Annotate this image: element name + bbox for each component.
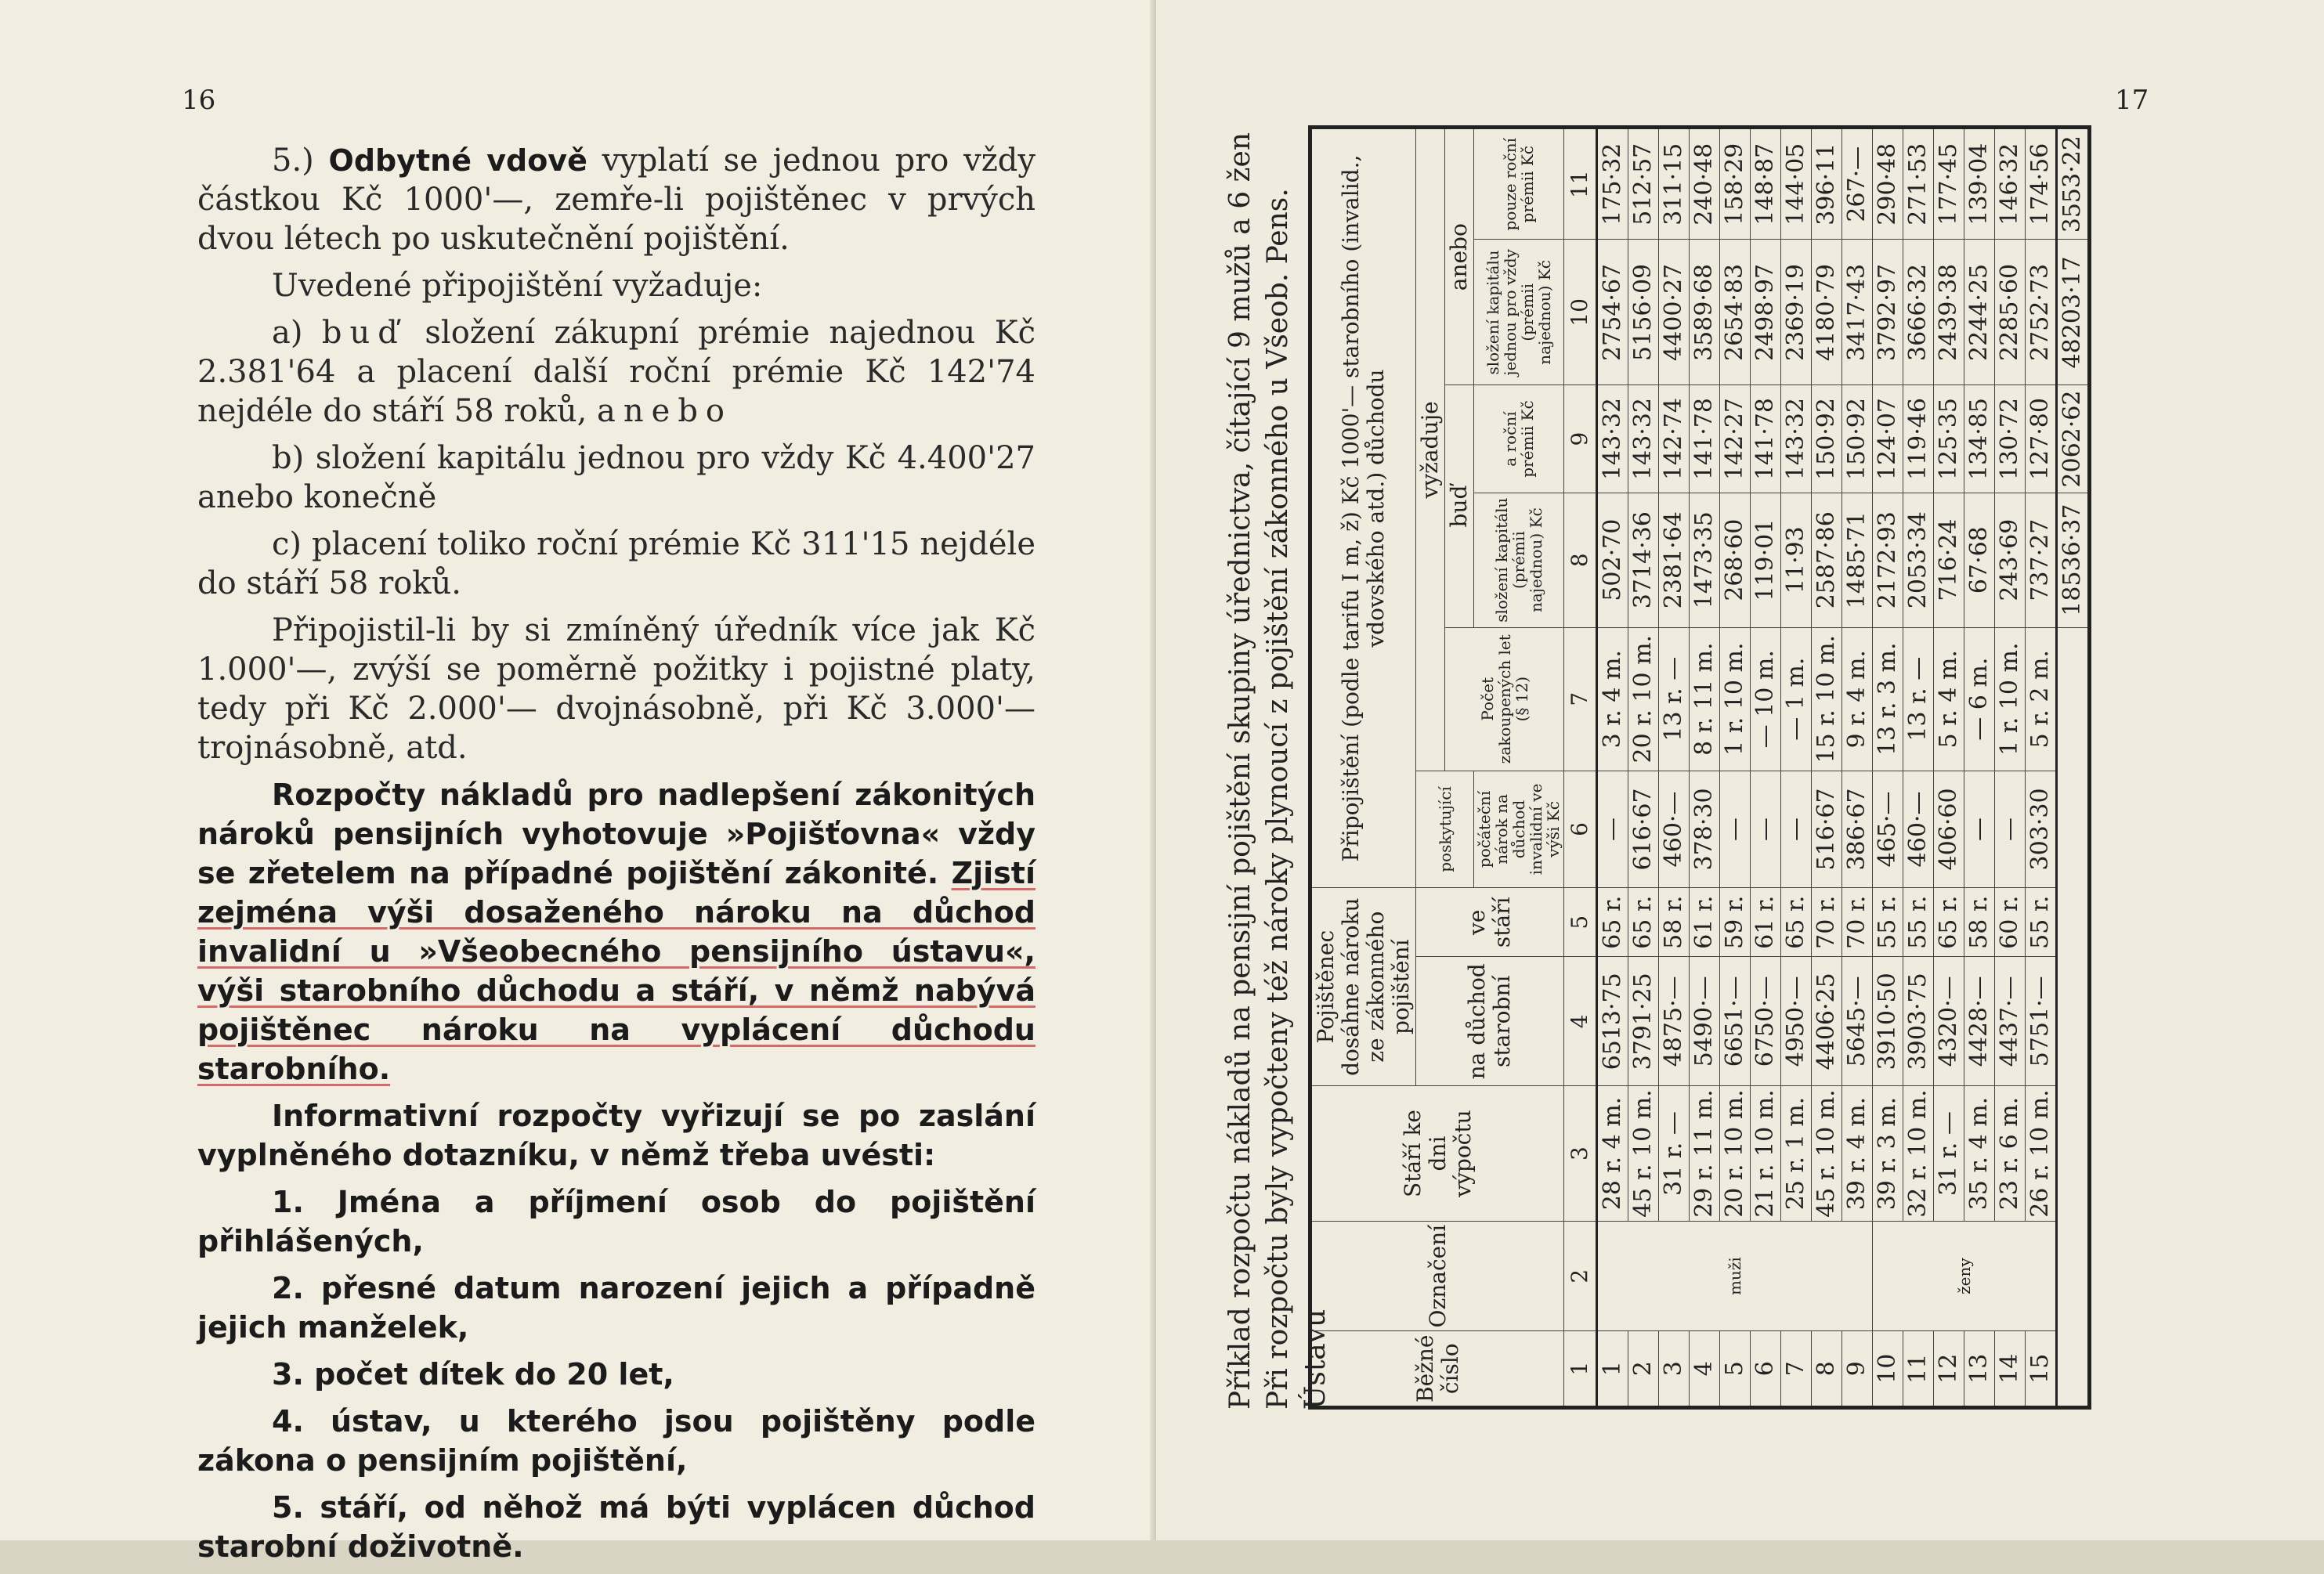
table-cell: 5 r. 4 m.: [1934, 627, 1964, 771]
table-cell: 25 r. 1 m.: [1781, 1086, 1812, 1222]
table-cell: 45 r. 10 m.: [1628, 1086, 1659, 1222]
paragraph-p8: [197, 1096, 1035, 1175]
table-cell: 1473·35: [1690, 493, 1720, 627]
header-years-bought: Počet zakoupených let (§ 12): [1445, 627, 1564, 771]
column-number-1: 1: [1564, 1331, 1597, 1408]
table-cell: 4875·—: [1659, 957, 1690, 1086]
table-cell: 4437·—: [1995, 957, 2026, 1086]
table-cell: 31 r. —: [1934, 1086, 1964, 1222]
table-cell: 143·32: [1781, 385, 1812, 493]
table-cell: 58 r.: [1964, 888, 1995, 957]
rotated-table-block: [1222, 125, 2185, 1410]
table-cell: 144·05: [1781, 128, 1812, 240]
table-cell: 13 r. —: [1903, 627, 1934, 771]
table-cell: 8: [1812, 1331, 1842, 1408]
table-cell: 20 r. 10 m.: [1720, 1086, 1751, 1222]
column-number-7: 7: [1564, 627, 1597, 771]
column-number-8: 8: [1564, 493, 1597, 627]
table-cell: 6750·—: [1751, 957, 1781, 1086]
table-row: [1659, 128, 1690, 1408]
table-cell: 716·24: [1934, 493, 1964, 627]
table-cell: 406·60: [1934, 771, 1964, 887]
table-cell: 1 r. 10 m.: [1720, 627, 1751, 771]
total-cell: 18536·37: [2057, 493, 2090, 627]
table-cell: 55 r.: [1873, 888, 1903, 957]
left-page-text: [197, 141, 1035, 1574]
table-cell: 134·85: [1964, 385, 1995, 493]
table-cell: 386·67: [1842, 771, 1873, 887]
table-row: [1995, 128, 2026, 1408]
table-cell: 5: [1720, 1331, 1751, 1408]
table-cell: 26 r. 10 m.: [2026, 1086, 2057, 1222]
table-cell: 396·11: [1812, 128, 1842, 240]
header-invalid-claim: počáteční nárok na důchod invalidní ve výši Kč: [1474, 771, 1564, 887]
text-run: 2. přesné datum narození jejich a případně jejich manželek,: [197, 1271, 1035, 1345]
table-cell: 65 r.: [1597, 888, 1628, 957]
text-run: Uvedené připojištění vyžaduje:: [272, 268, 763, 304]
table-cell: 3: [1659, 1331, 1690, 1408]
table-cell: 3791·25: [1628, 957, 1659, 1086]
paragraph-p5: [197, 525, 1035, 603]
table-cell: 13 r. 3 m.: [1873, 627, 1903, 771]
text-run: Rozpočty nákladů pro nadlepšení zákonitých nároků pensijních vyhotovuje »Pojišťovna« vždy se zřetelem na případné pojištění zákonité.: [197, 778, 1035, 890]
table-cell: 141·78: [1690, 385, 1720, 493]
table-row: [1964, 128, 1995, 1408]
table-cell: 737·27: [2026, 493, 2057, 627]
table-cell: 9 r. 4 m.: [1842, 627, 1873, 771]
empty-cell: [2057, 1221, 2090, 1331]
table-cell: 59 r.: [1720, 888, 1751, 957]
header-annual-premium: a roční prémii Kč: [1474, 385, 1564, 493]
table-cell: 158·29: [1720, 128, 1751, 240]
table-cell: 32 r. 10 m.: [1903, 1086, 1934, 1222]
table-cell: 65 r.: [1934, 888, 1964, 957]
column-number-4: 4: [1564, 957, 1597, 1086]
table-cell: 2172·93: [1873, 493, 1903, 627]
table-cell: 303·30: [2026, 771, 2057, 887]
table-cell: 7: [1781, 1331, 1812, 1408]
table-cell: 65 r.: [1781, 888, 1812, 957]
paragraph-p12: [197, 1402, 1035, 1480]
table-cell: 2754·67: [1597, 240, 1628, 385]
table-row: [1751, 128, 1781, 1408]
table-cell: 6: [1751, 1331, 1781, 1408]
table-cell: 1: [1597, 1331, 1628, 1408]
paragraph-p9: [197, 1182, 1035, 1261]
text-run: Odbytné vdově: [328, 143, 587, 178]
table-cell: 29 r. 11 m.: [1690, 1086, 1720, 1222]
table-cell: 61 r.: [1751, 888, 1781, 957]
table-cell: 267·—: [1842, 128, 1873, 240]
table-cell: 2587·86: [1812, 493, 1842, 627]
text-run: 4. ústav, u kterého jsou pojištěny podle zákona o pensijním pojištění,: [197, 1404, 1035, 1478]
table-cell: 3903·75: [1903, 957, 1934, 1086]
table-cell: 11: [1903, 1331, 1934, 1408]
header-or: anebo: [1445, 128, 1474, 385]
table-cell: 2752·73: [2026, 240, 2057, 385]
table-cell: 60 r.: [1995, 888, 2026, 957]
table-cell: 177·45: [1934, 128, 1964, 240]
table-row: [1934, 128, 1964, 1408]
table-cell: 2: [1628, 1331, 1659, 1408]
table-cell: 240·48: [1690, 128, 1720, 240]
text-run: Zjistí zejména výši dosaženého nároku na důchod invalidní u »Všeobecného pensijního ústavu«, výši starobního důchodu a stáří, v němž nabývá pojištěnec nároku na vyplácení důchodu starobního.: [197, 856, 1035, 1086]
column-number-6: 6: [1564, 771, 1597, 887]
table-cell: 378·30: [1690, 771, 1720, 887]
header-either: buď: [1445, 385, 1474, 627]
table-cell: 3417·43: [1842, 240, 1873, 385]
table-cell: 142·74: [1659, 385, 1690, 493]
paragraph-p7: [197, 775, 1035, 1088]
table-cell: 143·32: [1628, 385, 1659, 493]
table-cell: 3666·32: [1903, 240, 1934, 385]
table-cell: 268·60: [1720, 493, 1751, 627]
text-run: c) placení toliko roční prémie Kč 311'15 nejdéle do stáří 58 roků.: [197, 526, 1035, 601]
table-cell: — 1 m.: [1781, 627, 1812, 771]
table-cell: 28 r. 4 m.: [1597, 1086, 1628, 1222]
table-cell: 15: [2026, 1331, 2057, 1408]
column-number-11: 11: [1564, 128, 1597, 240]
group-women: ženy: [1873, 1221, 2057, 1331]
text-run: 3. počet dítek do 20 let,: [272, 1357, 674, 1392]
table-row: [1720, 128, 1751, 1408]
caption-line-1: Příklad rozpočtu nákladů na pensijní pojištění skupiny úřednictva, čítající 9 mužů a 6 žen: [1224, 132, 1256, 1410]
table-cell: —: [1597, 771, 1628, 887]
table-cell: 141·78: [1751, 385, 1781, 493]
table-cell: 23 r. 6 m.: [1995, 1086, 2026, 1222]
table-cell: 174·56: [2026, 128, 2057, 240]
header-statutory-group: Pojištěnec dosáhne nároku ze zákonného pojištění: [1310, 888, 1416, 1086]
text-run: vyplatí se jednou pro vždy částkou Kč 1000'—, zemře-li pojištěnec v prvých dvou létech po uskutečnění pojištění.: [197, 143, 1035, 257]
table-cell: 65 r.: [1628, 888, 1659, 957]
table-cell: 15 r. 10 m.: [1812, 627, 1842, 771]
table-cell: 2053·34: [1903, 493, 1934, 627]
table-cell: 271·53: [1903, 128, 1934, 240]
table-row: [2026, 128, 2057, 1408]
text-run: složení zákupní prémie najednou Kč 2.381'64 a placení další roční prémie Kč 142'74 nejdéle do stáří 58 roků,: [197, 315, 1035, 429]
table-cell: 2439·38: [1934, 240, 1964, 385]
table-cell: 175·32: [1597, 128, 1628, 240]
text-run: Připojistil-li by si zmíněný úředník více jak Kč 1.000'—, zvýší se poměrně požitky i pojistné platy, tedy při Kč 2.000'— dvojnásobně, při Kč 3.000'— trojnásobně, atd.: [197, 612, 1035, 766]
table-cell: 13 r. —: [1659, 627, 1690, 771]
text-run: 1. Jména a příjmení osob do pojištění přihlášených,: [197, 1185, 1035, 1258]
header-designation: Označení: [1310, 1221, 1564, 1331]
text-run: 5. stáří, od něhož má býti vyplácen důchod starobní doživotně.: [197, 1490, 1035, 1564]
table-cell: 243·69: [1995, 493, 2026, 627]
text-run: 5.): [272, 143, 329, 179]
table-cell: 70 r.: [1842, 888, 1873, 957]
table-cell: 10: [1873, 1331, 1903, 1408]
table-cell: 4: [1690, 1331, 1720, 1408]
table-cell: 20 r. 10 m.: [1628, 627, 1659, 771]
table-row: [1873, 128, 1903, 1408]
table-cell: 2498·97: [1751, 240, 1781, 385]
table-row: [1903, 128, 1934, 1408]
paragraph-p2: [197, 266, 1035, 305]
totals-row: [2057, 128, 2090, 1408]
table-cell: 31 r. —: [1659, 1086, 1690, 1222]
paragraph-p10: [197, 1269, 1035, 1347]
table-cell: 130·72: [1995, 385, 2026, 493]
empty-cell: [2057, 888, 2090, 957]
table-cell: 2654·83: [1720, 240, 1751, 385]
group-men: muži: [1597, 1221, 1873, 1331]
column-number-3: 3: [1564, 1086, 1597, 1222]
cost-table: [1308, 125, 2091, 1410]
table-cell: 3589·68: [1690, 240, 1720, 385]
table-cell: 143·32: [1597, 385, 1628, 493]
table-cell: 150·92: [1842, 385, 1873, 493]
table-cell: 150·92: [1812, 385, 1842, 493]
table-cell: 39 r. 4 m.: [1842, 1086, 1873, 1222]
table-row: [1597, 128, 1628, 1408]
table-cell: 2381·64: [1659, 493, 1690, 627]
table-row: [1781, 128, 1812, 1408]
table-cell: 2244·25: [1964, 240, 1995, 385]
table-row: [1842, 128, 1873, 1408]
table-cell: 35 r. 4 m.: [1964, 1086, 1995, 1222]
column-number-10: 10: [1564, 240, 1597, 385]
table-cell: 5 r. 2 m.: [2026, 627, 2057, 771]
paragraph-p4: [197, 439, 1035, 517]
paragraph-p13: [197, 1488, 1035, 1566]
table-cell: —: [1964, 771, 1995, 887]
left-page: [0, 0, 1156, 1564]
table-cell: 21 r. 10 m.: [1751, 1086, 1781, 1222]
caption-line-2: Při rozpočtu byly vypočteny též nároky plynoucí z pojištění zákonného u Všeob. Pens. Ústavu: [1262, 188, 1332, 1410]
table-cell: 5156·09: [1628, 240, 1659, 385]
table-cell: 2285·60: [1995, 240, 2026, 385]
table-cell: 11·93: [1781, 493, 1812, 627]
table-cell: 512·57: [1628, 128, 1659, 240]
table-cell: 119·46: [1903, 385, 1934, 493]
table-cell: 5490·—: [1690, 957, 1720, 1086]
table-cell: 119·01: [1751, 493, 1781, 627]
table-cell: 3792·97: [1873, 240, 1903, 385]
total-cell: 3553·22: [2057, 128, 2090, 240]
table-cell: 58 r.: [1659, 888, 1690, 957]
text-run: b) složení kapitálu jednou pro vždy Kč 4.400'27 anebo konečně: [197, 440, 1035, 515]
header-serial-number: Běžné číslo: [1310, 1331, 1564, 1408]
table-cell: 6651·—: [1720, 957, 1751, 1086]
column-number-5: 5: [1564, 888, 1597, 957]
table-cell: 70 r.: [1812, 888, 1842, 957]
page-number-left: 16: [182, 85, 216, 116]
column-number-row: [1564, 128, 1597, 1408]
table-body: [1597, 128, 2090, 1408]
table-cell: 146·32: [1995, 128, 2026, 240]
table-cell: 55 r.: [2026, 888, 2057, 957]
text-run: anebo: [597, 393, 732, 429]
empty-cell: [2057, 627, 2090, 771]
table-cell: 465·—: [1873, 771, 1903, 887]
table-cell: —: [1781, 771, 1812, 887]
header-annual-only: pouze roční prémii Kč: [1474, 128, 1564, 240]
table-cell: —: [1720, 771, 1751, 887]
table-cell: 4406·25: [1812, 957, 1842, 1086]
table-cell: 5645·—: [1842, 957, 1873, 1086]
table-cell: 67·68: [1964, 493, 1995, 627]
header-requires: vyžaduje: [1416, 128, 1445, 771]
table-cell: 148·87: [1751, 128, 1781, 240]
table-cell: 12: [1934, 1331, 1964, 1408]
table-cell: — 6 m.: [1964, 627, 1995, 771]
table-cell: 124·07: [1873, 385, 1903, 493]
table-cell: 1485·71: [1842, 493, 1873, 627]
table-cell: 4428·—: [1964, 957, 1995, 1086]
paragraph-p1: [197, 141, 1035, 258]
table-cell: 8 r. 11 m.: [1690, 627, 1720, 771]
table-row: [1812, 128, 1842, 1408]
table-cell: 460·—: [1903, 771, 1934, 887]
table-cell: 61 r.: [1690, 888, 1720, 957]
total-cell: 2062·62: [2057, 385, 2090, 493]
text-run: buď: [321, 315, 406, 351]
table-cell: 311·15: [1659, 128, 1690, 240]
table-cell: 139·04: [1964, 128, 1995, 240]
header-capital-single: složení kapitálu (prémii najednou) Kč: [1474, 493, 1564, 627]
table-row: [1690, 128, 1720, 1408]
table-cell: 14: [1995, 1331, 2026, 1408]
table-cell: 142·27: [1720, 385, 1751, 493]
table-cell: — 10 m.: [1751, 627, 1781, 771]
paragraph-p6: [197, 611, 1035, 767]
column-number-9: 9: [1564, 385, 1597, 493]
table-cell: 9: [1842, 1331, 1873, 1408]
text-run: a): [272, 315, 322, 351]
table-cell: 4320·—: [1934, 957, 1964, 1086]
header-providing: poskytující: [1416, 771, 1474, 887]
table-cell: 460·—: [1659, 771, 1690, 887]
table-cell: —: [1751, 771, 1781, 887]
empty-cell: [2057, 1331, 2090, 1408]
page-number-right: 17: [2115, 85, 2149, 116]
table-row: [1628, 128, 1659, 1408]
table-cell: 616·67: [1628, 771, 1659, 887]
table-cell: 502·70: [1597, 493, 1628, 627]
paragraph-p11: [197, 1355, 1035, 1394]
table-cell: 2369·19: [1781, 240, 1812, 385]
table-cell: —: [1995, 771, 2026, 887]
empty-cell: [2057, 957, 2090, 1086]
empty-cell: [2057, 1086, 2090, 1222]
header-age: Stáří ke dni výpočtu: [1310, 1086, 1564, 1222]
empty-cell: [2057, 771, 2090, 887]
table-cell: 3 r. 4 m.: [1597, 627, 1628, 771]
table-cell: 4950·—: [1781, 957, 1812, 1086]
table-cell: 125·35: [1934, 385, 1964, 493]
header-statutory-amount-top: na důchod starobní: [1416, 957, 1564, 1086]
text-run: Informativní rozpočty vyřizují se po zaslání vyplněného dotazníku, v němž třeba uvésti:: [197, 1099, 1035, 1172]
header-supplementary-group: Připojištění (podle tarifu I m, ž) Kč 1000'— starobního (invalid., vdovského atd.) důchodu: [1310, 128, 1416, 888]
table-cell: 127·80: [2026, 385, 2057, 493]
table-cell: 5751·—: [2026, 957, 2057, 1086]
table-cell: 45 r. 10 m.: [1812, 1086, 1842, 1222]
table-cell: 4180·79: [1812, 240, 1842, 385]
table-cell: 39 r. 3 m.: [1873, 1086, 1903, 1222]
header-capital-once: složení kapitálu jednou pro vždy (prémii najednou) Kč: [1474, 240, 1564, 385]
table-cell: 516·67: [1812, 771, 1842, 887]
table-cell: 6513·75: [1597, 957, 1628, 1086]
header-statutory-age: ve stáří: [1416, 888, 1564, 957]
column-number-2: 2: [1564, 1221, 1597, 1331]
table-cell: 290·48: [1873, 128, 1903, 240]
total-cell: 48203·17: [2057, 240, 2090, 385]
table-cell: 13: [1964, 1331, 1995, 1408]
table-cell: 55 r.: [1903, 888, 1934, 957]
paragraph-p3: [197, 313, 1035, 431]
table-cell: 3910·50: [1873, 957, 1903, 1086]
table-cell: 3714·36: [1628, 493, 1659, 627]
table-cell: 1 r. 10 m.: [1995, 627, 2026, 771]
table-cell: 4400·27: [1659, 240, 1690, 385]
